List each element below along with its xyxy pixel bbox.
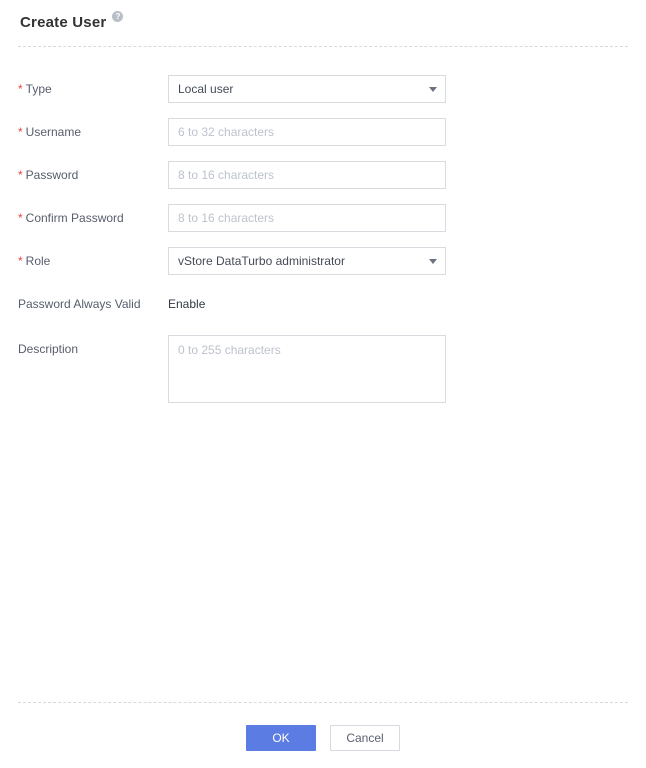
confirm-password-input[interactable] bbox=[168, 204, 446, 232]
form-row-password bbox=[0, 161, 646, 189]
required-marker-password: * bbox=[18, 168, 23, 182]
form-row-type bbox=[0, 75, 646, 103]
label-password-always-valid bbox=[18, 290, 168, 318]
required-marker-type: * bbox=[18, 82, 23, 96]
ok-button[interactable]: OK bbox=[246, 725, 316, 751]
label-confirm-password bbox=[18, 204, 168, 232]
form-row-confirm-password bbox=[0, 204, 646, 232]
form-row-password-always-valid bbox=[0, 290, 646, 318]
dialog-footer bbox=[0, 702, 646, 768]
cancel-button[interactable]: Cancel bbox=[330, 725, 400, 751]
required-marker-confirm-password: * bbox=[18, 211, 23, 225]
password-always-valid-value: Enable bbox=[168, 297, 206, 311]
label-confirm-password-text: Confirm Password bbox=[25, 211, 124, 225]
label-username bbox=[18, 118, 168, 146]
password-input[interactable] bbox=[168, 161, 446, 189]
field-password bbox=[168, 161, 446, 189]
dialog-body bbox=[0, 47, 646, 702]
chevron-down-icon bbox=[429, 87, 437, 92]
label-password bbox=[18, 161, 168, 189]
field-confirm-password bbox=[168, 204, 446, 232]
label-type-text: Type bbox=[25, 82, 52, 96]
required-marker-role: * bbox=[18, 254, 23, 268]
role-select-value: vStore DataTurbo administrator bbox=[178, 254, 345, 268]
username-input[interactable] bbox=[168, 118, 446, 146]
dialog-header bbox=[0, 0, 646, 46]
role-select[interactable] bbox=[168, 247, 446, 275]
label-role bbox=[18, 247, 168, 275]
label-role-text: Role bbox=[25, 254, 51, 268]
field-password-always-valid bbox=[168, 290, 446, 318]
page-title: Create User bbox=[20, 14, 107, 31]
label-password-text: Password bbox=[25, 168, 79, 182]
field-type bbox=[168, 75, 446, 103]
type-select[interactable] bbox=[168, 75, 446, 103]
field-username bbox=[168, 118, 446, 146]
field-description bbox=[168, 335, 446, 406]
description-textarea[interactable] bbox=[168, 335, 446, 403]
form-row-description bbox=[0, 335, 646, 406]
label-password-always-valid-text: Password Always Valid bbox=[18, 297, 141, 311]
type-select-value: Local user bbox=[178, 82, 234, 96]
label-username-text: Username bbox=[25, 125, 82, 139]
question-circle-icon[interactable]: ? bbox=[112, 11, 123, 22]
required-marker-username: * bbox=[18, 125, 23, 139]
form-row-role bbox=[0, 247, 646, 275]
label-description bbox=[18, 335, 168, 363]
chevron-down-icon bbox=[429, 259, 437, 264]
form-row-username bbox=[0, 118, 646, 146]
label-type bbox=[18, 75, 168, 103]
field-role bbox=[168, 247, 446, 275]
label-description-text: Description bbox=[18, 342, 79, 356]
footer-buttons bbox=[0, 703, 646, 751]
